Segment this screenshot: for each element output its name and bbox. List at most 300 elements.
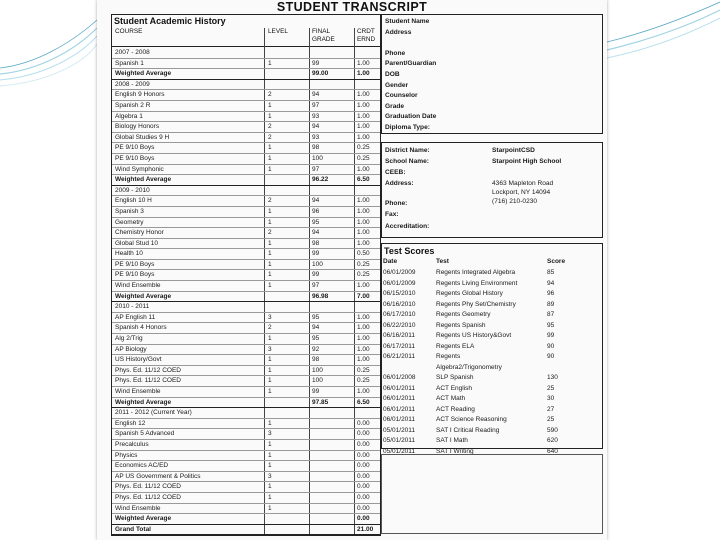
course-row: [112, 504, 380, 515]
credit-earned: 1.00: [357, 345, 370, 353]
weighted-average-row: [112, 69, 380, 80]
test-score-row: [382, 436, 604, 447]
final-grade: 94: [312, 123, 320, 131]
test-score-row: [382, 310, 604, 321]
credit-earned: 1.00: [357, 133, 370, 141]
address-label: Address:: [385, 180, 414, 187]
final-grade: 100: [312, 377, 323, 385]
test-score: 95: [547, 321, 555, 329]
test-name: ACT English: [436, 384, 473, 392]
course-name: Phys. Ed. 11/12 COED: [115, 377, 181, 385]
course-level: 3: [268, 313, 272, 321]
course-row: [112, 345, 380, 356]
column-header-course: COURSE: [115, 28, 143, 35]
course-name: PE 9/10 Boys: [115, 144, 155, 152]
school-year-row: [112, 80, 380, 91]
course-level: 3: [268, 430, 272, 438]
course-level: 1: [268, 144, 272, 152]
course-row: [112, 101, 380, 112]
final-grade: 100: [312, 154, 323, 162]
credit-earned: 1.00: [357, 101, 370, 109]
academic-history-title: Student Academic History: [114, 16, 226, 26]
test-date: 06/16/2010: [383, 300, 416, 308]
header-rule: [112, 46, 380, 47]
course-name: US History/Govt: [115, 356, 162, 364]
final-grade: 97.85: [312, 398, 329, 406]
course-row: [112, 493, 380, 504]
course-level: 2: [268, 133, 272, 141]
academic-history-rows: [112, 48, 380, 535]
course-name: Spanish 1: [115, 59, 144, 67]
credit-earned: 0.00: [357, 504, 370, 512]
final-grade: 97: [312, 101, 320, 109]
test-score-row: [382, 384, 604, 395]
course-name: English 12: [115, 419, 146, 427]
test-name: Regents Living Environment: [436, 279, 518, 287]
course-row: [112, 482, 380, 493]
student-info-label: Phone: [385, 49, 406, 57]
test-header-date: Date: [383, 258, 398, 265]
weighted-average-row: [112, 175, 380, 186]
credit-earned: 0.25: [357, 366, 370, 374]
credit-earned: 7.00: [357, 292, 370, 300]
final-grade: 94: [312, 324, 320, 332]
credit-earned: 1.00: [357, 388, 370, 395]
course-row: [112, 196, 380, 207]
course-name: 2010 - 2011: [115, 303, 150, 311]
course-level: 1: [268, 282, 272, 290]
course-name: Geometry: [115, 218, 144, 226]
test-name: Regents Global History: [436, 290, 503, 297]
test-name: SAT I Math: [436, 437, 468, 444]
test-header-test: Test: [436, 258, 449, 265]
student-info-label: Parent/Guardian: [385, 60, 437, 68]
credit-earned: 0.25: [357, 154, 370, 162]
test-date: 06/01/2011: [383, 384, 416, 392]
course-row: [112, 249, 380, 260]
test-name: SAT I Critical Reading: [436, 426, 500, 434]
test-date: 05/01/2011: [383, 426, 416, 434]
course-row: [112, 461, 380, 472]
course-name: Grand Total: [115, 525, 151, 533]
credit-earned: 0.00: [357, 440, 370, 448]
test-score-row: [382, 352, 604, 363]
test-score: 25: [547, 416, 555, 423]
test-name: Regents: [436, 353, 461, 360]
course-level: 1: [268, 239, 272, 247]
final-grade: 100: [312, 366, 323, 374]
course-row: [112, 122, 380, 133]
credit-earned: 1.00: [357, 282, 370, 290]
final-grade: 95: [312, 313, 320, 321]
course-name: Phys. Ed. 11/12 COED: [115, 483, 181, 491]
course-name: Health 10: [115, 250, 143, 258]
course-name: PE 9/10 Boys: [115, 154, 155, 162]
test-name: SLP Spanish: [436, 374, 474, 381]
course-name: English 10 H: [115, 197, 152, 205]
credit-earned: 6.50: [357, 398, 370, 406]
credit-earned: 1.00: [357, 324, 370, 332]
credit-earned: 0.25: [357, 260, 370, 268]
test-score: 90: [547, 342, 555, 350]
document-title: STUDENT TRANSCRIPT: [276, 0, 428, 14]
course-name: Global Stud 10: [115, 239, 159, 247]
test-score-row: [382, 321, 604, 332]
course-level: 1: [268, 101, 272, 109]
school-name-label: School Name:: [385, 158, 429, 165]
course-row: [112, 440, 380, 451]
test-scores-title: Test Scores: [384, 246, 435, 256]
credit-earned: 1.00: [357, 197, 370, 205]
course-row: [112, 472, 380, 483]
test-date: 06/17/2011: [383, 342, 416, 350]
test-name: Regents Geometry: [436, 311, 491, 318]
course-name: Spanish 4 Honors: [115, 324, 167, 332]
final-grade: 95: [312, 218, 320, 226]
credit-earned: 1.00: [357, 165, 370, 173]
course-row: [112, 239, 380, 250]
student-info-label: Student Name: [385, 18, 430, 25]
course-row: [112, 207, 380, 218]
course-name: Algebra 1: [115, 112, 143, 120]
test-header-score: Score: [547, 258, 566, 265]
student-info-label: Counselor: [385, 92, 418, 100]
course-row: [112, 387, 380, 398]
test-name: Regents Spanish: [436, 321, 486, 329]
course-row: [112, 366, 380, 377]
final-grade: 99.00: [312, 70, 329, 78]
district-info-box: [381, 142, 603, 238]
course-name: Wind Ensemble: [115, 282, 161, 290]
course-name: PE 9/10 Boys: [115, 260, 155, 268]
final-grade: 97: [312, 282, 320, 290]
test-date: 05/01/2011: [383, 437, 416, 444]
course-row: [112, 270, 380, 281]
test-date: 06/15/2010: [383, 290, 416, 297]
course-row: [112, 281, 380, 292]
course-name: Wind Ensemble: [115, 504, 161, 512]
test-score: 94: [547, 279, 555, 287]
final-grade: 92: [312, 345, 320, 353]
final-grade: 99: [312, 59, 320, 67]
course-name: English 9 Honors: [115, 91, 165, 99]
test-name: Regents Phy Set/Chemistry: [436, 300, 516, 308]
test-name: Algebra2/Trigonometry: [436, 363, 502, 371]
course-name: Global Studies 9 H: [115, 133, 170, 141]
student-info-label: Grade: [385, 102, 405, 110]
test-score: 99: [547, 332, 555, 339]
course-row: [112, 165, 380, 176]
test-score: 30: [547, 395, 555, 402]
test-date: 06/01/2011: [383, 405, 416, 413]
test-name: ACT Reading: [436, 405, 475, 413]
course-name: Spanish 2 R: [115, 101, 151, 109]
course-row: [112, 376, 380, 387]
test-date: 06/01/2009: [383, 279, 416, 287]
transcript-document: [97, 0, 607, 540]
student-info-label: Graduation Date: [385, 113, 437, 121]
test-date: 05/01/2011: [383, 447, 416, 455]
test-score-row: [382, 394, 604, 405]
final-grade: 98: [312, 239, 320, 247]
course-level: 1: [268, 462, 272, 470]
phone-label: Phone:: [385, 200, 408, 207]
student-info-label: DOB: [385, 71, 400, 78]
course-name: AP US Government & Politics: [115, 472, 201, 480]
course-level: 2: [268, 324, 272, 332]
course-level: 1: [268, 112, 272, 120]
student-info-box: [381, 14, 603, 134]
course-level: 1: [268, 504, 272, 512]
course-level: 1: [268, 440, 272, 448]
test-score-row: [382, 331, 604, 342]
course-name: Wind Symphonic: [115, 165, 164, 173]
course-name: AP Biology: [115, 345, 147, 353]
course-row: [112, 429, 380, 440]
student-info-label: Address: [385, 28, 412, 36]
credit-earned: 0.00: [357, 483, 370, 491]
course-row: [112, 90, 380, 101]
credit-earned: 1.00: [357, 123, 370, 131]
course-level: 1: [268, 451, 272, 459]
credit-earned: 1.00: [357, 313, 370, 321]
course-level: 1: [268, 271, 272, 279]
test-name: Regents ELA: [436, 342, 475, 350]
course-name: 2008 - 2009: [115, 80, 150, 88]
final-grade: 99: [312, 271, 320, 279]
course-level: 3: [268, 345, 272, 353]
test-name: ACT Math: [436, 395, 466, 402]
course-row: [112, 133, 380, 144]
test-score: 25: [547, 384, 555, 392]
course-level: 1: [268, 388, 272, 395]
course-name: Weighted Average: [115, 70, 172, 78]
course-name: 2007 - 2008: [115, 49, 150, 56]
weighted-average-row: [112, 292, 380, 303]
test-name: Regents Integrated Algebra: [436, 269, 516, 276]
test-score-row: [382, 300, 604, 311]
course-level: 1: [268, 260, 272, 268]
final-grade: 94: [312, 197, 320, 205]
credit-earned: 1.00: [357, 229, 370, 237]
credit-earned: 0.00: [357, 462, 370, 470]
credit-earned: 0.00: [357, 419, 370, 427]
course-level: 1: [268, 154, 272, 162]
address-line1: 4363 Mapleton Road: [492, 180, 554, 187]
course-name: Chemistry Honor: [115, 229, 164, 237]
course-level: 1: [268, 377, 272, 385]
test-score: 90: [547, 353, 555, 360]
test-score: 96: [547, 290, 555, 297]
test-name: Regents US History&Govt: [436, 332, 512, 339]
course-name: Economics AC/ED: [115, 462, 169, 470]
course-row: [112, 419, 380, 430]
test-date: 06/17/2010: [383, 311, 416, 318]
test-score-row: [382, 415, 604, 426]
test-score: 27: [547, 405, 555, 413]
empty-box: [381, 454, 603, 534]
course-level: 3: [268, 472, 272, 480]
credit-earned: 21.00: [357, 525, 374, 533]
course-row: [112, 154, 380, 165]
credit-earned: 6.50: [357, 176, 370, 184]
credit-earned: 1.00: [357, 112, 370, 120]
credit-earned: 0.00: [357, 472, 370, 480]
credit-earned: 0.50: [357, 250, 370, 258]
course-name: Phys. Ed. 11/12 COED: [115, 493, 181, 501]
course-row: [112, 112, 380, 123]
course-row: [112, 218, 380, 229]
course-row: [112, 59, 380, 70]
test-date: 06/21/2011: [383, 353, 416, 360]
final-grade: 100: [312, 260, 323, 268]
district-name-label: District Name:: [385, 147, 430, 154]
course-name: PE 9/10 Boys: [115, 271, 155, 279]
test-date: 06/01/2009: [383, 269, 416, 276]
course-name: 2009 - 2010: [115, 186, 150, 194]
test-score-row: [382, 268, 604, 279]
test-score: 590: [547, 426, 558, 434]
course-name: Weighted Average: [115, 515, 172, 523]
student-info-label: Diploma Type:: [385, 124, 430, 131]
final-grade: 95: [312, 335, 320, 343]
school-year-row: [112, 186, 380, 197]
final-grade: 94: [312, 91, 320, 99]
test-date: 06/22/2010: [383, 321, 416, 329]
test-score-row: [382, 405, 604, 416]
course-name: Physics: [115, 451, 138, 459]
course-name: Alg 2/Trig: [115, 335, 143, 343]
test-name: SAT I Writing: [436, 447, 474, 455]
credit-earned: 0.00: [357, 515, 370, 523]
course-level: 1: [268, 207, 272, 215]
test-scores-box: [381, 243, 603, 455]
credit-earned: 0.00: [357, 430, 370, 438]
credit-earned: 0.25: [357, 377, 370, 385]
address-line3: (716) 210-0230: [492, 198, 538, 205]
final-grade: 96: [312, 207, 320, 215]
column-header-final-grade: FINAL GRADE: [312, 28, 335, 43]
weighted-average-row: [112, 514, 380, 525]
course-name: Spanish 3: [115, 207, 144, 215]
course-level: 2: [268, 123, 272, 131]
credit-earned: 0.00: [357, 493, 370, 501]
course-row: [112, 451, 380, 462]
final-grade: 94: [312, 229, 320, 237]
test-score: 85: [547, 269, 555, 276]
course-level: 1: [268, 59, 272, 67]
school-year-row: [112, 408, 380, 419]
accreditation-label: Accreditation:: [385, 223, 430, 230]
column-header-credit-earned: CRDT ERND: [357, 28, 376, 43]
test-score-row: [382, 426, 604, 437]
student-info-label: Gender: [385, 81, 409, 89]
column-header-level: LEVEL: [268, 28, 288, 35]
credit-earned: 1.00: [357, 59, 370, 67]
course-row: [112, 334, 380, 345]
credit-earned: 0.25: [357, 144, 370, 152]
final-grade: 96.22: [312, 176, 329, 184]
test-date: 06/16/2011: [383, 332, 416, 339]
address-line2: Lockport, NY 14094: [492, 189, 551, 196]
final-grade: 96.98: [312, 292, 329, 300]
course-level: 2: [268, 197, 272, 205]
school-name-value: Starpoint High School: [492, 158, 562, 165]
final-grade: 99: [312, 250, 320, 258]
credit-earned: 1.00: [357, 207, 370, 215]
test-score-row: [382, 363, 604, 374]
academic-history-section: [111, 14, 381, 536]
course-name: Weighted Average: [115, 176, 172, 184]
test-date: 06/01/2008: [383, 374, 416, 381]
test-score-row: [382, 342, 604, 353]
course-name: Weighted Average: [115, 292, 172, 300]
course-level: 1: [268, 335, 272, 343]
course-level: 1: [268, 493, 272, 501]
test-score: 620: [547, 437, 558, 444]
credit-earned: 1.00: [357, 218, 370, 226]
course-row: [112, 355, 380, 366]
credit-earned: 1.00: [357, 239, 370, 247]
course-level: 1: [268, 356, 272, 364]
course-row: [112, 313, 380, 324]
test-date: 06/01/2011: [383, 395, 416, 402]
final-grade: 99: [312, 388, 320, 395]
course-name: 2011 - 2012 (Current Year): [115, 409, 192, 417]
final-grade: 93: [312, 112, 320, 120]
course-level: 1: [268, 165, 272, 173]
credit-earned: 1.00: [357, 91, 370, 99]
test-score: 87: [547, 311, 555, 318]
credit-earned: 1.00: [357, 335, 370, 343]
course-level: 2: [268, 229, 272, 237]
course-row: [112, 143, 380, 154]
course-row: [112, 323, 380, 334]
final-grade: 98: [312, 144, 320, 152]
course-name: Wind Ensemble: [115, 388, 161, 395]
test-score: 130: [547, 374, 558, 381]
final-grade: 98: [312, 356, 320, 364]
district-name-value: StarpointCSD: [492, 147, 535, 154]
course-level: 1: [268, 250, 272, 258]
test-date: 06/01/2011: [383, 416, 416, 423]
course-name: Spanish 5 Advanced: [115, 430, 175, 438]
final-grade: 97: [312, 165, 320, 173]
ceeb-label: CEEB:: [385, 169, 406, 176]
course-level: 1: [268, 366, 272, 374]
course-row: [112, 260, 380, 271]
course-name: Precalculus: [115, 440, 149, 448]
course-row: [112, 228, 380, 239]
course-level: 1: [268, 483, 272, 491]
test-score-row: [382, 279, 604, 290]
course-level: 1: [268, 419, 272, 427]
course-name: Biology Honors: [115, 123, 160, 131]
grand-total-row: [112, 525, 380, 536]
test-score: 640: [547, 447, 558, 455]
test-score-row: [382, 289, 604, 300]
credit-earned: 1.00: [357, 356, 370, 364]
course-name: Weighted Average: [115, 398, 172, 406]
final-grade: 93: [312, 133, 320, 141]
test-name: ACT Science Reasoning: [436, 416, 507, 423]
credit-earned: 0.25: [357, 271, 370, 279]
school-year-row: [112, 302, 380, 313]
course-name: AP English 11: [115, 313, 156, 321]
course-level: 2: [268, 91, 272, 99]
credit-earned: 0.00: [357, 451, 370, 459]
course-name: Phys. Ed. 11/12 COED: [115, 366, 181, 374]
